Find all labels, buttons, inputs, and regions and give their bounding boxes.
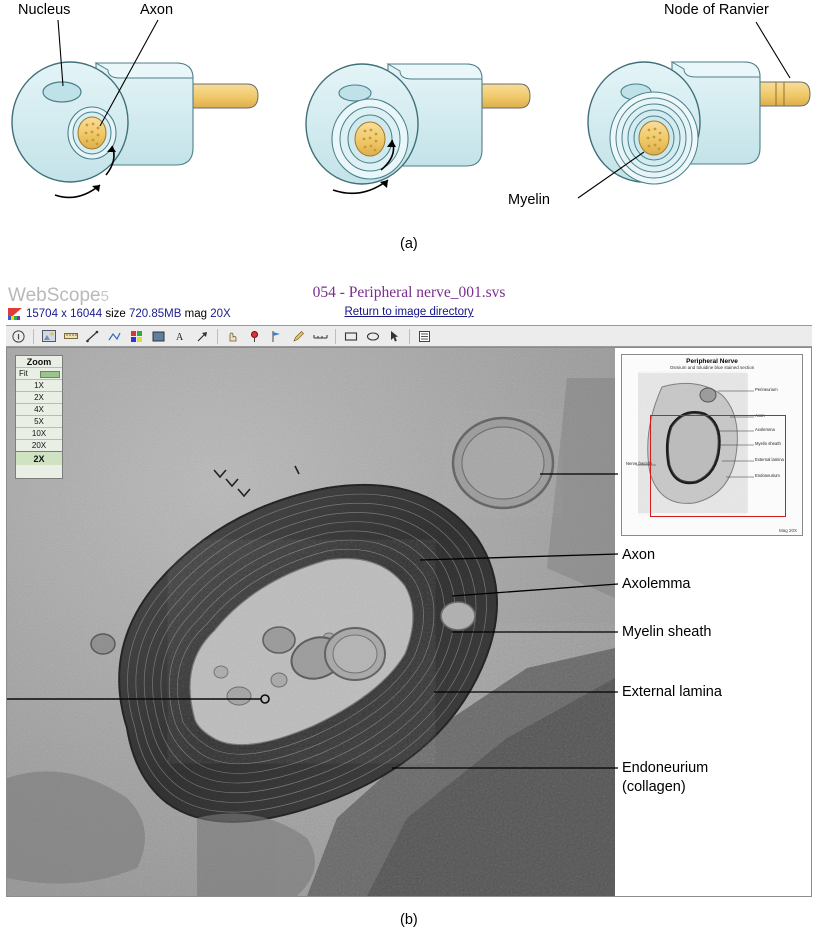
panel-a-schematic [0, 0, 827, 268]
hand-icon[interactable] [223, 327, 242, 346]
panel-a-caption: (a) [400, 236, 418, 252]
ruler-icon[interactable] [61, 327, 80, 346]
zoom-option-20x[interactable]: 20X [16, 439, 62, 451]
em-label-external-lamina: External lamina [622, 684, 722, 700]
zoom-option-4x[interactable]: 4X [16, 403, 62, 415]
em-label-endoneurium: Endoneurium [622, 760, 709, 776]
pencil-icon[interactable] [289, 327, 308, 346]
thumbnail-annotation-axolemma: Axolemma [755, 427, 775, 432]
thumbnail-subtitle: Osmium and toluidine blue stained section [669, 365, 755, 370]
image-size-value: 720.85MB [128, 308, 182, 320]
thumbnail-roi-box[interactable] [650, 415, 786, 517]
zoom-option-2x[interactable]: 2X [16, 391, 62, 403]
text-icon[interactable] [171, 327, 190, 346]
em-label-endoneurium-collagen: (collagen) [622, 779, 686, 795]
arrow-icon[interactable] [193, 327, 212, 346]
toolbar-separator [33, 329, 34, 344]
thumbnail-annotation-nerve-fascicle: Nerve fascicle [626, 461, 653, 466]
polyline-icon[interactable] [105, 327, 124, 346]
toolbar-separator-3 [335, 329, 336, 344]
webscope-logo-name: WebScope [8, 285, 101, 306]
zoom-current-value: 2X [16, 451, 62, 465]
thumbnail-navigator[interactable] [621, 354, 803, 536]
electron-micrograph[interactable] [7, 348, 615, 896]
viewer-stage[interactable] [6, 347, 812, 897]
viewer-toolbar[interactable] [6, 325, 812, 347]
zoom-option-5x[interactable]: 5X [16, 415, 62, 427]
em-label-myelin-sheath: Myelin sheath [622, 624, 712, 640]
label-nucleus: Nucleus [18, 2, 71, 18]
zoom-option-1x[interactable]: 1X [16, 379, 62, 391]
image-title: 054 - Peripheral nerve_001.svs [312, 284, 506, 301]
label-axon: Axon [140, 2, 174, 18]
zoom-panel-title: Zoom [26, 357, 52, 367]
fill-icon[interactable] [149, 327, 168, 346]
pin-icon[interactable] [245, 327, 264, 346]
zoom-option-fit[interactable] [16, 367, 62, 379]
rectangle-icon[interactable] [341, 327, 360, 346]
em-label-axolemma: Axolemma [622, 576, 691, 592]
micrograph-svg [7, 348, 615, 896]
myelination-diagram [0, 0, 827, 268]
label-myelin: Myelin [508, 192, 550, 208]
line-icon[interactable] [83, 327, 102, 346]
thumbnail-title: Peripheral Nerve [686, 358, 738, 365]
pointer-icon[interactable] [385, 327, 404, 346]
thumbnail-annotation-myelin-sheath: Myelin sheath [755, 441, 781, 446]
panel-b-caption: (b) [400, 912, 418, 928]
thumbnail-annotation-external-lamina: External lamina [755, 457, 784, 462]
zoom-option-10x[interactable]: 10X [16, 427, 62, 439]
label-node-of-ranvier: Node of Ranvier [664, 2, 769, 18]
toolbar-separator-4 [409, 329, 410, 344]
thumbnail-annotation-endoneurium: Endoneurium [755, 473, 780, 478]
return-to-directory-link[interactable]: Return to image directory [344, 306, 474, 318]
webscope-viewer [6, 282, 812, 897]
image-mag-label: mag [184, 308, 207, 320]
zoom-slider-handle[interactable] [40, 371, 60, 378]
image-mag-value: 20X [210, 308, 231, 320]
webscope-logo-version: 5 [100, 288, 109, 305]
list-icon[interactable] [415, 327, 434, 346]
color-icon[interactable] [127, 327, 146, 346]
toolbar-separator-2 [217, 329, 218, 344]
image-icon[interactable] [39, 327, 58, 346]
thumbnail-annotation-axon: Axon [755, 413, 765, 418]
ellipse-icon[interactable] [363, 327, 382, 346]
zoom-option-fit-label: Fit [19, 369, 28, 378]
image-size-label: size [105, 308, 126, 320]
info-icon[interactable] [9, 327, 28, 346]
thumbnail-footer: Mag 20X [778, 528, 797, 533]
panel-b-webscope [0, 272, 827, 941]
thumbnail-annotation-perineurium: Perineurium [755, 387, 778, 392]
zoom-panel[interactable] [15, 355, 63, 479]
flag-icon[interactable] [267, 327, 286, 346]
em-label-axon: Axon [622, 547, 656, 563]
viewer-header [6, 282, 812, 326]
image-dimensions: 15704 x 16044 [26, 308, 103, 320]
svg-text:A: A [176, 331, 184, 343]
scale-icon[interactable] [311, 327, 330, 346]
